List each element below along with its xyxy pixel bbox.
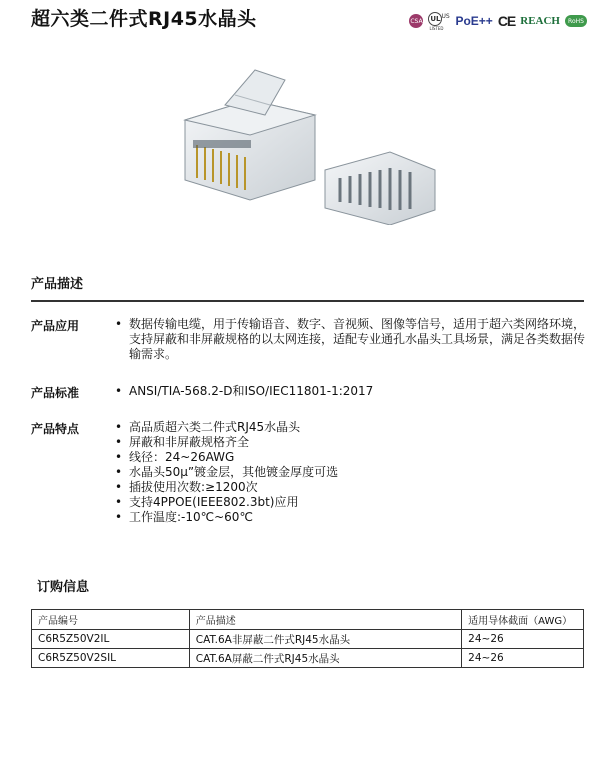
application-list bbox=[115, 317, 593, 362]
section-heading-ordering: 订购信息 bbox=[37, 580, 90, 595]
table-cell: C6R5Z50V2SIL bbox=[32, 649, 190, 668]
ul-listed-icon: UL US LISTED bbox=[429, 13, 450, 31]
standard-list bbox=[115, 384, 575, 399]
list-item: • 工作温度:-10℃~60℃ bbox=[115, 510, 575, 525]
features-label: 产品特点 bbox=[31, 422, 80, 436]
column-header: 产品描述 bbox=[189, 610, 461, 630]
table-row bbox=[32, 649, 584, 668]
features-list bbox=[115, 420, 575, 525]
table-cell: 24~26 bbox=[462, 630, 584, 649]
page-title: 超六类二件式RJ45水晶头 bbox=[31, 8, 257, 30]
list-item: • 支持4PPOE(IEEE802.3bt)应用 bbox=[115, 495, 575, 510]
ce-icon: CE bbox=[497, 13, 516, 29]
section-heading-description: 产品描述 bbox=[31, 277, 84, 292]
list-item: • 线径：24~26AWG bbox=[115, 450, 575, 465]
list-item: • ANSI/TIA-568.2-D和ISO/IEC11801-1:2017 bbox=[115, 384, 575, 399]
table-cell: 24~26 bbox=[462, 649, 584, 668]
table-cell: CAT.6A屏蔽二件式RJ45水晶头 bbox=[189, 649, 461, 668]
standard-label: 产品标准 bbox=[31, 386, 80, 400]
table-header-row bbox=[32, 610, 584, 630]
list-item: • 屏蔽和非屏蔽规格齐全 bbox=[115, 435, 575, 450]
reach-icon: REACH bbox=[520, 15, 560, 27]
list-item: • 插拔使用次数:≥1200次 bbox=[115, 480, 575, 495]
divider bbox=[31, 300, 584, 302]
poe-icon: PoE++ bbox=[455, 14, 493, 28]
application-label: 产品应用 bbox=[31, 319, 80, 333]
table-row bbox=[32, 630, 584, 649]
list-item: • 水晶头50μ”镀金层，其他镀金厚度可选 bbox=[115, 465, 575, 480]
csa-icon: CSA bbox=[409, 14, 423, 28]
ordering-table bbox=[31, 609, 584, 668]
table-cell: C6R5Z50V2IL bbox=[32, 630, 190, 649]
list-item: • 高品质超六类二件式RJ45水晶头 bbox=[115, 420, 575, 435]
table-cell: CAT.6A非屏蔽二件式RJ45水晶头 bbox=[189, 630, 461, 649]
list-item: • 数据传输电缆，用于传输语音、数字、音视频、图像等信号，适用于超六类网络环境，支持屏蔽和非屏蔽规格的以太网连接，适配专业通孔水晶头工具场景，满足各类数据传输需求。 bbox=[115, 317, 593, 362]
rj45-connector-image bbox=[175, 60, 445, 225]
column-header: 适用导体截面（AWG） bbox=[462, 610, 584, 630]
column-header: 产品编号 bbox=[32, 610, 190, 630]
rohs-icon: RoHS bbox=[565, 15, 587, 27]
certification-logos bbox=[409, 12, 587, 30]
